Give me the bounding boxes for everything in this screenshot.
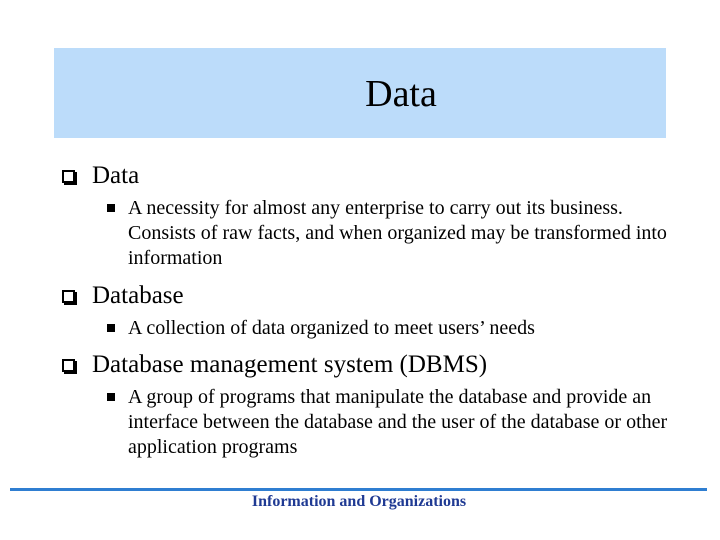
- sub-bullet-text: A necessity for almost any enterprise to carry out its business. Consists of raw facts, and when organized may be transformed into information: [128, 197, 667, 269]
- hollow-square-icon: [62, 359, 75, 372]
- footer-label: Information and Organizations: [251, 493, 467, 510]
- footer-divider: [10, 488, 707, 491]
- sub-bullet-text: A collection of data organized to meet users’ needs: [128, 317, 535, 339]
- bullet-label: Database management system (DBMS): [92, 351, 488, 378]
- sub-bullet-text: A group of programs that manipulate the database and provide an interface between the database and the user of the database or other application programs: [128, 386, 668, 458]
- hollow-square-icon: [62, 170, 75, 183]
- sub-bullet-database: [107, 316, 668, 341]
- filled-square-icon: [107, 324, 115, 332]
- bullet-label: Database: [92, 282, 184, 309]
- hollow-square-icon: [62, 290, 75, 303]
- sub-bullet-dbms: [107, 385, 668, 460]
- slide-title: Data: [365, 73, 437, 115]
- title-banner: [54, 48, 666, 138]
- bullet-item-database: [62, 281, 184, 311]
- footer-caption: [0, 493, 720, 511]
- bullet-item-dbms: [62, 350, 487, 380]
- bullet-item-data: [62, 161, 139, 191]
- filled-square-icon: [107, 204, 115, 212]
- sub-bullet-data: [107, 196, 668, 271]
- bullet-label: Data: [92, 162, 140, 189]
- filled-square-icon: [107, 393, 115, 401]
